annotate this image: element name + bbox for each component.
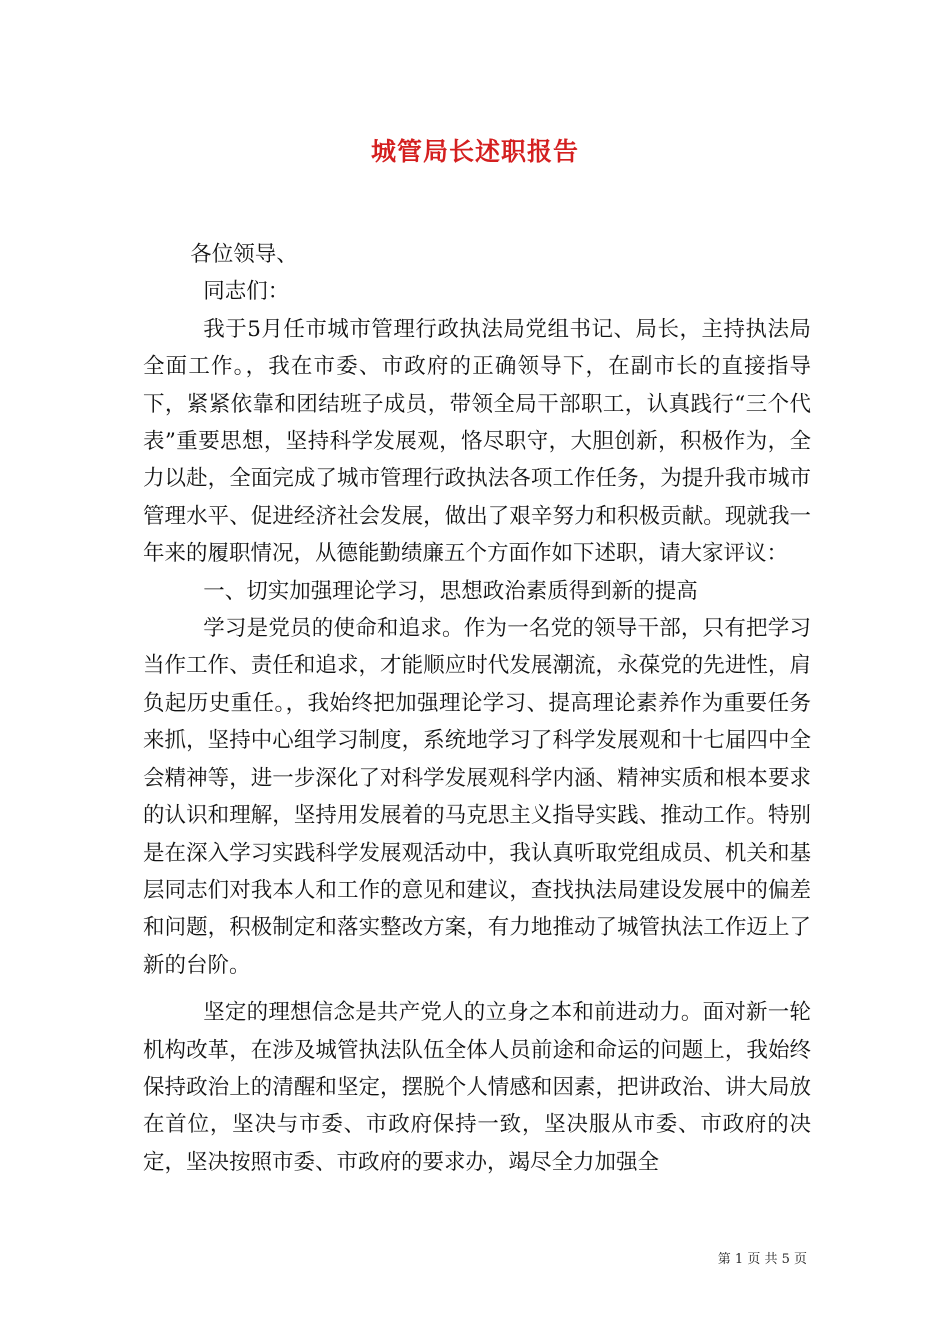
paragraph-intro: 我于5月任市城市管理行政执法局党组书记、局长，主持执法局全面工作。，我在市委、市政府的正确领导下，在副市长的直接指导下，紧紧依靠和团结班子成员，带领全局干部职工，认真践行“三个代表”重要思想，坚持科学发展观，恪尽职守，大胆创新，积极作为，全力以赴，全面完成了城市管理行政执法各项工作任务，为提升我市城市管理水平、促进经济社会发展，做出了艰辛努力和积极贡献。现就我一年来的履职情况，从德能勤绩廉五个方面作如下述职，请大家评议：: [143, 316, 811, 567]
document-title: 城管局长述职报告: [370, 137, 579, 166]
salutation-line-1: 各位领导、: [190, 242, 298, 267]
section-heading-1: 一、切实加强理论学习，思想政治素质得到新的提高: [203, 578, 698, 604]
salutation-line-2: 同志们：: [203, 279, 290, 305]
paragraph-study: 学习是党员的使命和追求。作为一名党的领导干部，只有把学习当作工作、责任和追求，才能顺应时代发展潮流，永葆党的先进性，肩负起历史重任。，我始终把加强理论学习、提高理论素养作为重要任务来抓，坚持中心组学习制度，系统地学习了科学发展观和十七届四中全会精神等，进一步深化了对科学发展观科学内涵、精神实质和根本要求的认识和理解，坚持用发展着的马克思主义指导实践、推动工作。特别是在深入学习实践科学发展观活动中，我认真听取党组成员、机关和基层同志们对我本人和工作的意见和建议，查找执法局建设发展中的偏差和问题，积极制定和落实整改方案，有力地推动了城管执法工作迈上了新的台阶。: [143, 616, 811, 978]
paragraph-belief: 坚定的理想信念是共产党人的立身之本和前进动力。面对新一轮机构改革，在涉及城管执法队伍全体人员前途和命运的问题上，我始终保持政治上的清醒和坚定，摆脱个人情感和因素，把讲政治、讲大局放在首位，坚决与市委、市政府保持一致，坚决服从市委、市政府的决定，坚决按照市委、市政府的要求办，竭尽全力加强全: [143, 1000, 811, 1175]
page-number: 第 1 页 共 5 页: [717, 1252, 807, 1267]
document-body: [143, 236, 811, 1181]
